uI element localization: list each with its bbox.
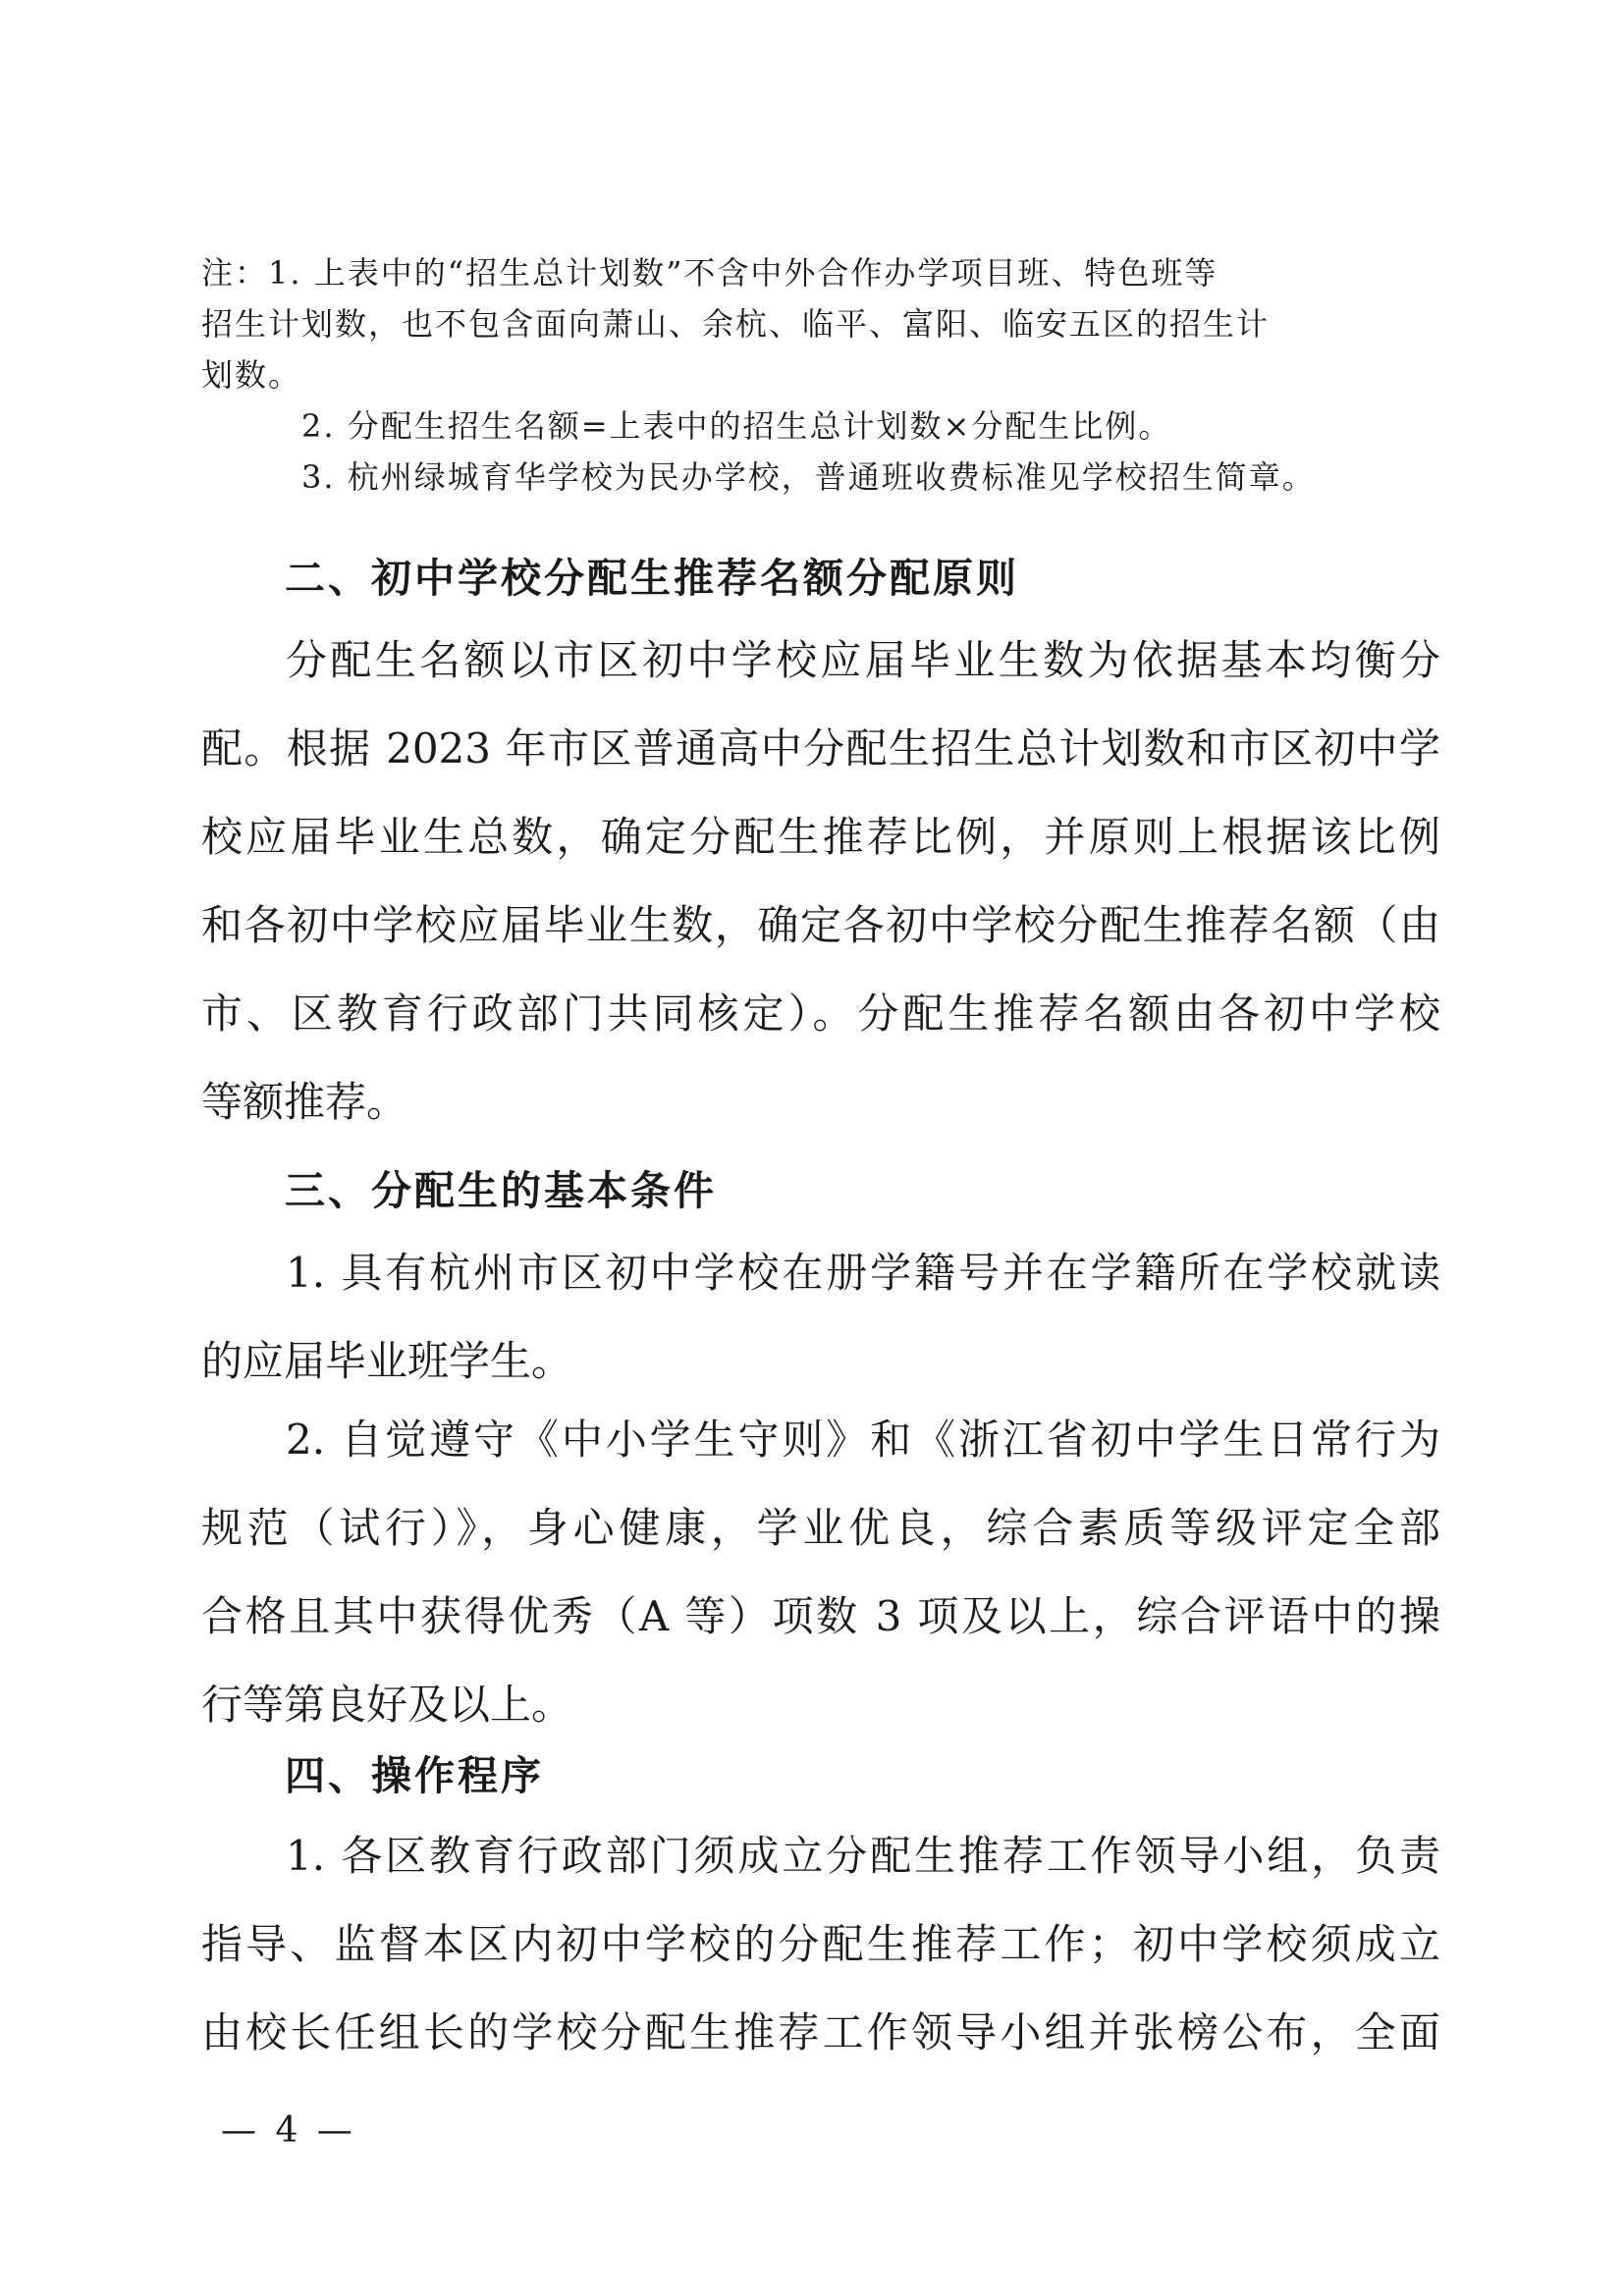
- section-2-paragraph: [201, 616, 1440, 1147]
- note-line: 注：1. 上表中的“招生总计划数”不含中外合作办学项目班、特色班等: [201, 254, 1218, 292]
- note-line: 划数。: [201, 356, 302, 394]
- paragraph-line: 配。根据 2023 年市区普通高中分配生招生总计划数和市区初中学: [201, 724, 1440, 773]
- note-line: 招生计划数，也不包含面向萧山、余杭、临平、富阳、临安五区的招生计: [201, 305, 1271, 343]
- note-line: 3. 杭州绿城育华学校为民办学校，普通班收费标准见学校招生简章。: [301, 458, 1316, 496]
- section-heading-3: 三、分配生的基本条件: [285, 1167, 717, 1214]
- section-heading-2: 二、初中学校分配生推荐名额分配原则: [285, 555, 1019, 602]
- page-number: — 4 —: [221, 2110, 356, 2151]
- paragraph-line: 规范（试行）》，身心健康，学业优良，综合素质等级评定全部: [201, 1504, 1440, 1552]
- section-4-item-1: [201, 1812, 1440, 2077]
- paragraph-line: 1. 具有杭州市区初中学校在册学籍号并在学籍所在学校就读: [286, 1249, 1440, 1297]
- paragraph-line: 和各初中学校应届毕业生数，确定各初中学校分配生推荐名额（由: [201, 901, 1440, 949]
- section-heading-4: 四、操作程序: [285, 1752, 544, 1799]
- paragraph-line: 由校长任组长的学校分配生推荐工作领导小组并张榜公布，全面: [201, 2008, 1440, 2056]
- paragraph-line: 合格且其中获得优秀（A 等）项数 3 项及以上，综合评语中的操: [201, 1592, 1440, 1640]
- paragraph-line: 分配生名额以市区初中学校应届毕业生数为依据基本均衡分: [286, 636, 1440, 684]
- paragraph-line: 等额推荐。: [201, 1078, 408, 1126]
- paragraph-line: 的应届毕业班学生。: [201, 1337, 573, 1385]
- paragraph-line: 市、区教育行政部门共同核定）。分配生推荐名额由各初中学校: [201, 989, 1440, 1038]
- section-3-item-1: [201, 1229, 1440, 1406]
- paragraph-line: 1. 各区教育行政部门须成立分配生推荐工作领导小组，负责: [286, 1832, 1440, 1880]
- paragraph-line: 行等第良好及以上。: [201, 1681, 573, 1729]
- note-line: 2. 分配生招生名额=上表中的招生总计划数×分配生比例。: [301, 407, 1172, 445]
- table-notes: [201, 247, 1438, 503]
- paragraph-line: 2. 自觉遵守《中小学生守则》和《浙江省初中学生日常行为: [286, 1415, 1440, 1464]
- paragraph-line: 校应届毕业生总数，确定分配生推荐比例，并原则上根据该比例: [201, 813, 1440, 861]
- section-3-item-2: [201, 1396, 1440, 1749]
- paragraph-line: 指导、监督本区内初中学校的分配生推荐工作；初中学校须成立: [201, 1920, 1440, 1968]
